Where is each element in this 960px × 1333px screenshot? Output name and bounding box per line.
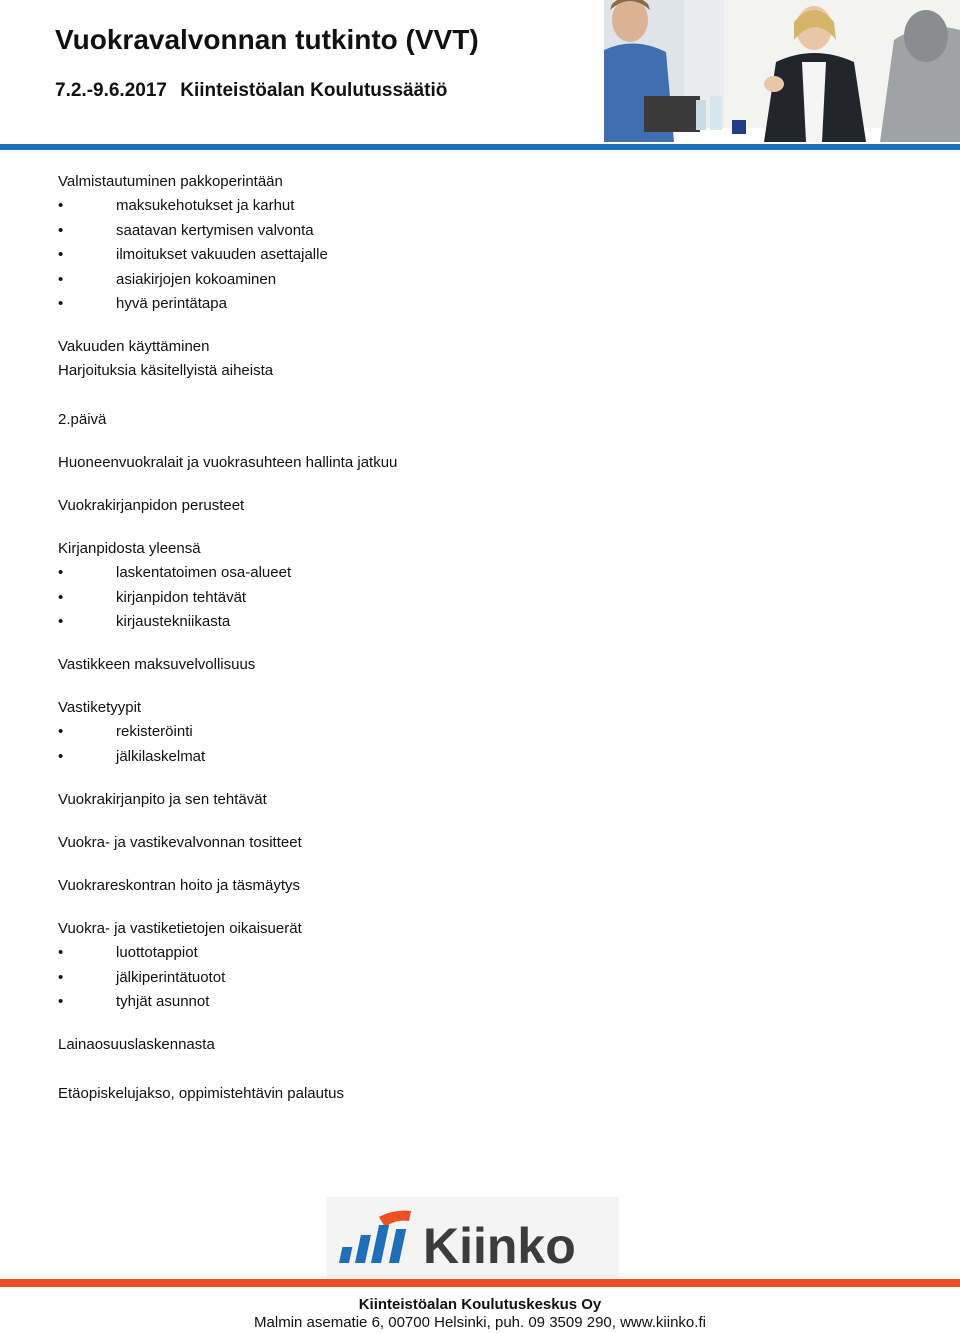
bullet-icon: • (58, 564, 64, 582)
section-heading: Vakuuden käyttäminen (58, 338, 210, 356)
list-item: • laskentatoimen osa-alueet (58, 561, 918, 585)
bullet-icon: • (58, 588, 64, 606)
header-photo (604, 0, 960, 142)
bullet-icon: • (58, 968, 64, 986)
bullet-icon: • (58, 221, 64, 239)
list-item: • kirjaustekniikasta (58, 610, 918, 634)
day-heading: 2.päivä (58, 410, 107, 428)
section-heading: Harjoituksia käsitellyistä aiheista (58, 362, 274, 380)
list-item: • maksukehotukset ja karhut (58, 194, 918, 218)
section-heading: Vuokra- ja vastikevalvonnan tositteet (58, 833, 302, 851)
kiinko-logo (327, 1197, 619, 1279)
section-heading: Huoneenvuokralait ja vuokrasuhteen hallinta jatkuu (58, 453, 398, 471)
section-heading: Vuokrareskontran hoito ja täsmäytys (58, 876, 301, 894)
bullet-icon: • (58, 197, 64, 215)
bullet-icon: • (58, 993, 64, 1011)
bullet-icon: • (58, 270, 64, 288)
section-heading: Vastikkeen maksuvelvollisuus (58, 656, 256, 674)
bullet-icon: • (58, 295, 64, 313)
list-item: • jälkiperintätuotot (58, 966, 918, 990)
footer-address: Malmin asematie 6, 00700 Helsinki, puh. 09 3509 290, www.kiinko.fi (254, 1314, 706, 1331)
list-item: • luottotappiot (58, 941, 918, 965)
footer-company: Kiinteistöalan Koulutuskeskus Oy (358, 1296, 602, 1313)
course-content (58, 170, 918, 1106)
section-heading: Lainaosuuslaskennasta (58, 1036, 215, 1054)
section-heading: Vuokrakirjanpidon perusteet (58, 496, 245, 514)
list-item: • jälkilaskelmat (58, 745, 918, 769)
section-heading: Valmistautuminen pakkoperintään (58, 173, 283, 190)
bullet-icon: • (58, 723, 64, 741)
bullet-icon: • (58, 747, 64, 765)
header-divider (0, 144, 960, 150)
footer-divider (0, 1279, 960, 1287)
list-item: • kirjanpidon tehtävät (58, 586, 918, 610)
list-item: • asiakirjojen kokoaminen (58, 268, 918, 292)
section-heading: Vuokrakirjanpito ja sen tehtävät (58, 790, 267, 808)
list-item: • tyhjät asunnot (58, 990, 918, 1014)
course-dates-organizer (55, 80, 455, 102)
bullet-icon: • (58, 613, 64, 631)
section-heading: Etäopiskelujakso, oppimistehtävin palautus (58, 1084, 345, 1102)
svg-text:Kiinko: Kiinko (423, 1218, 576, 1274)
section-heading: Vastiketyypit (58, 699, 142, 717)
course-dates: 7.2.-9.6.2017 (55, 80, 167, 101)
bullet-icon: • (58, 246, 64, 264)
page-title: Vuokravalvonnan tutkinto (VVT) (55, 24, 479, 55)
list-item: • hyvä perintätapa (58, 292, 918, 316)
list-item: • rekisteröinti (58, 720, 918, 744)
list-item: • ilmoitukset vakuuden asettajalle (58, 243, 918, 267)
list-item: • saatavan kertymisen valvonta (58, 219, 918, 243)
section-heading: Kirjanpidosta yleensä (58, 539, 201, 557)
bullet-icon: • (58, 944, 64, 962)
organizer: Kiinteistöalan Koulutussäätiö (180, 80, 448, 101)
section-heading: Vuokra- ja vastiketietojen oikaisuerät (58, 919, 302, 937)
